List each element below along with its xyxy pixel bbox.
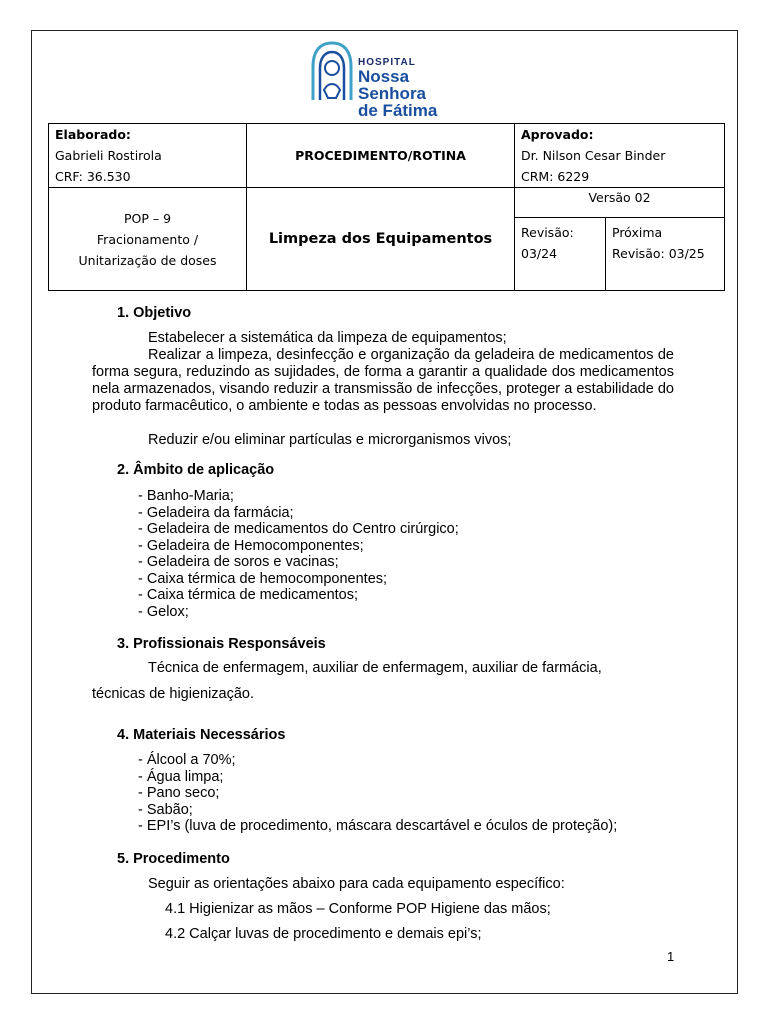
list-item: - Banho-Maria; <box>138 488 234 504</box>
section-3-paragraph-1: Técnica de enfermagem, auxiliar de enfermagem, auxiliar de farmácia, <box>148 660 602 676</box>
pop-code: POP – 9 <box>123 210 172 226</box>
list-item: - Geladeira de Hemocomponentes; <box>138 537 364 554</box>
doc-type-cell: PROCEDIMENTO/ROTINA <box>247 124 515 188</box>
section-3-heading: 3. Profissionais Responsáveis <box>117 636 326 652</box>
section-5-paragraph-1: Seguir as orientações abaixo para cada equipamento específico: <box>148 876 565 892</box>
list-item: - Pano seco; <box>138 785 220 801</box>
proxima-value: Revisão: 03/25 <box>612 246 705 261</box>
revisao-cell <box>515 218 606 291</box>
aprovado-cell <box>515 124 725 188</box>
revisao-label: Revisão: <box>521 225 574 240</box>
section-1-paragraph-3: Reduzir e/ou eliminar partículas e microrganismos vivos; <box>148 432 512 448</box>
logo-name-line2: de Fátima <box>358 101 438 120</box>
list-item: - Geladeira de soros e vacinas; <box>138 554 339 570</box>
versao-cell: Versão 02 <box>515 188 725 218</box>
elaborado-label: Elaborado: <box>55 127 131 142</box>
section-2-list <box>138 488 459 620</box>
page-number: 1 <box>667 949 675 964</box>
elaborado-cell <box>49 124 247 188</box>
aprovado-label: Aprovado: <box>521 127 594 142</box>
elaborado-name: Gabrieli Rostirola <box>55 148 162 163</box>
revisao-value: 03/24 <box>521 246 558 261</box>
list-item: - Sabão; <box>138 801 193 818</box>
list-item: - Álcool a 70%; <box>138 752 236 768</box>
document-header-table <box>48 123 725 291</box>
section-3-paragraph-2: técnicas de higienização. <box>92 686 255 702</box>
logo-figure-icon <box>310 40 354 104</box>
pop-cell <box>49 188 247 291</box>
section-1-paragraph-2: Realizar a limpeza, desinfecção e organização da geladeira de medicamentos de forma segura, reduzindo as sujidades, de forma a garantir a qualidade dos medicamentos nela armazenados, visando reduzir a transmissão de infecções, proteger a estabilidade do produto farmacêutico, o ambiente e todas as pessoas envolvidas no processo. <box>92 347 674 414</box>
section-5-subitem-2: 4.2 Calçar luvas de procedimento e demais epi’s; <box>165 926 482 942</box>
list-item: - Caixa térmica de medicamentos; <box>138 587 358 603</box>
aprovado-crm: CRM: 6229 <box>521 169 590 184</box>
section-5-heading: 5. Procedimento <box>117 851 230 867</box>
logo-hospital-label: HOSPITAL <box>358 57 416 68</box>
proxima-cell <box>606 218 725 291</box>
list-item: - Geladeira de medicamentos do Centro cirúrgico; <box>138 521 459 537</box>
section-5-subitem-1: 4.1 Higienizar as mãos – Conforme POP Higiene das mãos; <box>165 901 551 917</box>
list-item: - EPI’s (luva de procedimento, máscara descartável e óculos de proteção); <box>138 818 618 834</box>
section-1-paragraph-1: Estabelecer a sistemática da limpeza de equipamentos; <box>148 330 507 346</box>
list-item: - Geladeira da farmácia; <box>138 504 294 521</box>
proxima-label: Próxima <box>612 225 663 240</box>
logo-name-line1: Nossa Senhora <box>358 67 427 103</box>
aprovado-name: Dr. Nilson Cesar Binder <box>521 148 666 163</box>
section-2-heading: 2. Âmbito de aplicação <box>117 462 275 478</box>
pop-line1: Fracionamento / <box>96 231 199 247</box>
pop-line2: Unitarização de doses <box>78 252 217 268</box>
section-1-heading: 1. Objetivo <box>117 305 192 321</box>
list-item: - Água limpa; <box>138 768 224 785</box>
section-4-heading: 4. Materiais Necessários <box>117 727 286 743</box>
elaborado-crf: CRF: 36.530 <box>55 169 131 184</box>
list-item: - Caixa térmica de hemocomponentes; <box>138 570 388 587</box>
document-title: Limpeza dos Equipamentos <box>247 188 515 291</box>
list-item: - Gelox; <box>138 603 189 620</box>
section-4-list <box>138 752 617 835</box>
hospital-logo <box>308 40 478 120</box>
